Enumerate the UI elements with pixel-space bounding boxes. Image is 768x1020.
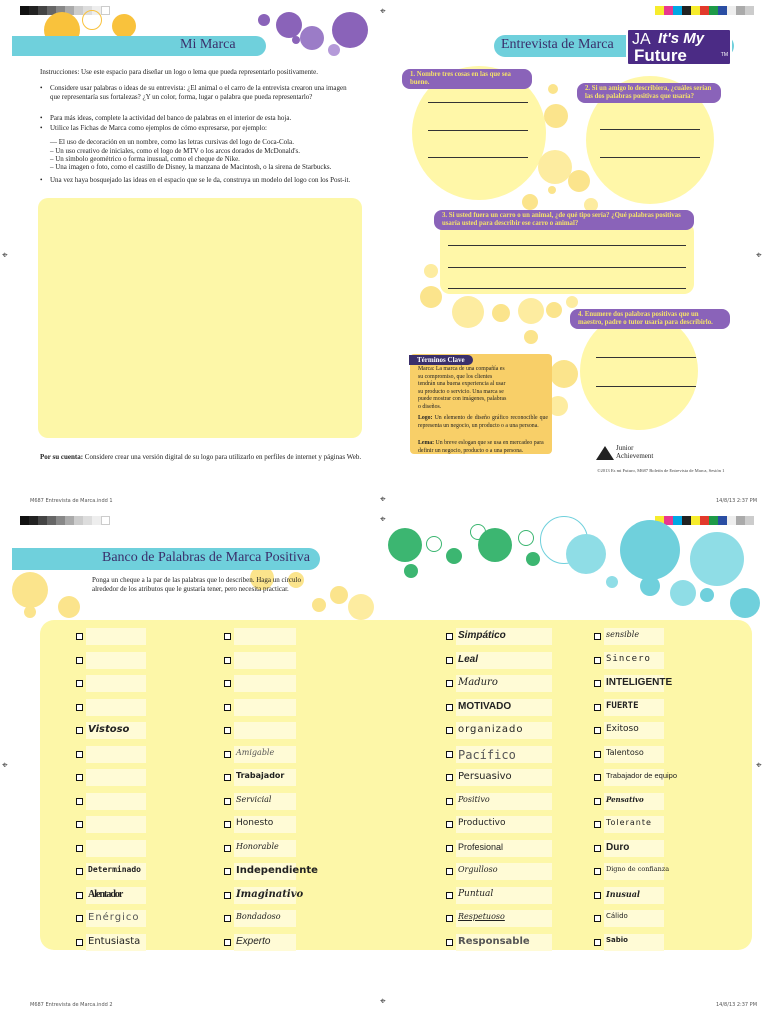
ja-logo-ja: JA — [632, 31, 651, 48]
answer-line — [600, 157, 700, 158]
word-label: Talentoso — [606, 747, 644, 757]
word-label: Cálido — [606, 912, 628, 920]
decor-bubble — [452, 296, 484, 328]
word-label: Trabajador de equipo — [606, 771, 678, 780]
crosshair-icon: ⌖ — [380, 996, 386, 1007]
question-4: 4. Enumere dos palabras positivas que un maestro, padre o tutor usaría para describirlo. — [570, 309, 730, 329]
word-checkbox[interactable] — [76, 915, 83, 922]
word-checkbox[interactable] — [224, 939, 231, 946]
ja-logo-tm: TM — [720, 52, 728, 58]
answer-box-3[interactable] — [440, 222, 694, 294]
own-note — [40, 453, 380, 462]
word-label: Productivo — [458, 818, 506, 828]
word-checkbox[interactable] — [76, 680, 83, 687]
decor-circle — [276, 12, 302, 38]
word-checkbox[interactable] — [446, 704, 453, 711]
word-checkbox[interactable] — [76, 798, 83, 805]
word-checkbox[interactable] — [446, 774, 453, 781]
word-checkbox[interactable] — [224, 680, 231, 687]
decor-circle — [300, 26, 324, 50]
instructions-text: Instrucciones: Use este espacio para diseñar un logo o lema que pueda representarlo positivamente. — [40, 68, 318, 76]
word-checkbox[interactable] — [224, 704, 231, 711]
word-fill — [86, 769, 146, 786]
word-checkbox[interactable] — [446, 727, 453, 734]
word-checkbox[interactable] — [446, 657, 453, 664]
word-label: Experto — [236, 935, 271, 947]
decor-bubble — [424, 264, 438, 278]
word-bank-grid — [0, 510, 768, 1020]
ja-brand-junior: Junior — [616, 444, 634, 452]
word-label: Pacífico — [458, 747, 516, 762]
key-terms-title: Términos Clave — [409, 355, 473, 365]
word-checkbox[interactable] — [76, 892, 83, 899]
word-checkbox[interactable] — [446, 868, 453, 875]
word-checkbox[interactable] — [224, 915, 231, 922]
word-fill — [86, 793, 146, 810]
footer-left: M687 Entrevista de Marca.indd 1 — [30, 498, 113, 504]
crosshair-icon: ⌖ — [380, 6, 386, 17]
word-label: Entusiasta — [88, 935, 141, 947]
word-fill — [86, 746, 146, 763]
word-checkbox[interactable] — [76, 633, 83, 640]
word-checkbox[interactable] — [224, 892, 231, 899]
crosshair-icon: ⌖ — [2, 250, 8, 261]
word-label: Amigable — [236, 747, 275, 757]
decor-circle — [258, 14, 270, 26]
crosshair-icon: ⌖ — [380, 494, 386, 505]
word-checkbox[interactable] — [446, 915, 453, 922]
word-fill — [234, 675, 296, 692]
word-label: Vistoso — [88, 724, 130, 735]
crosshair-icon: ⌖ — [756, 250, 762, 261]
page-title: Mi Marca — [180, 37, 236, 52]
word-checkbox[interactable] — [594, 821, 601, 828]
word-label: Positivo — [458, 794, 490, 804]
answer-line — [596, 386, 696, 387]
word-fill — [86, 628, 146, 645]
footer-right: 14/8/13 2:37 PM — [716, 1002, 758, 1008]
answer-line — [428, 157, 528, 158]
word-label: Leal — [458, 653, 479, 665]
word-label: Enérgico — [88, 912, 140, 923]
ja-logo-line2: Future — [634, 46, 687, 65]
key-terms-lema — [418, 440, 552, 455]
ja-brand-achievement: Achievement — [616, 452, 654, 460]
word-checkbox[interactable] — [594, 774, 601, 781]
decor-bubble — [566, 296, 578, 308]
bullet-item: • Utilice las Fichas de Marca como ejemplos de cómo expresarse, por ejemplo: — [50, 124, 350, 133]
word-checkbox[interactable] — [76, 821, 83, 828]
word-fill — [86, 840, 146, 857]
page-2 — [0, 510, 768, 1020]
answer-line — [448, 288, 686, 289]
word-label: Determinado — [88, 865, 141, 874]
logo-term-text: Un elemento de diseño gráfico reconocible que representa un negocio, un producto o a una persona. — [418, 415, 548, 429]
decor-bubble — [550, 360, 578, 388]
word-checkbox[interactable] — [446, 821, 453, 828]
word-label: Responsable — [458, 935, 530, 947]
word-label: Pensativo — [606, 794, 644, 804]
word-label: FUERTE — [606, 700, 639, 711]
own-note-label: Por su cuenta: — [40, 453, 84, 461]
decor-bubble — [524, 330, 538, 344]
word-label: Respetuoso — [458, 912, 505, 921]
word-label: Honesto — [236, 818, 274, 828]
word-label: Honorable — [236, 841, 279, 851]
answer-line — [596, 357, 696, 358]
answer-line — [428, 130, 528, 131]
crosshair-icon: ⌖ — [2, 760, 8, 771]
word-label: Maduro — [458, 677, 498, 688]
word-fill — [86, 675, 146, 692]
word-checkbox[interactable] — [76, 868, 83, 875]
decor-circle — [112, 14, 136, 38]
word-label: Trabajador — [236, 771, 285, 780]
word-label: Puntual — [458, 888, 494, 899]
interview-title: Entrevista de Marca — [501, 37, 614, 52]
footer-right: 14/8/13 2:37 PM — [716, 498, 758, 504]
word-checkbox[interactable] — [594, 680, 601, 687]
question-1: 1. Nombre tres cosas en las que sea bueno. — [402, 69, 532, 89]
ja-pyramid-icon — [596, 446, 614, 460]
word-label: Alentador — [88, 888, 123, 900]
word-label: Simpático — [458, 630, 506, 641]
word-label: Tolerante — [606, 818, 652, 827]
answer-line — [600, 129, 700, 130]
word-checkbox[interactable] — [224, 868, 231, 875]
word-label: INTELIGENTE — [606, 677, 673, 688]
word-fill — [234, 722, 296, 739]
word-label: Servicial — [236, 794, 272, 804]
decor-bubble — [568, 170, 590, 192]
word-label: Persuasivo — [458, 771, 512, 782]
word-checkbox[interactable] — [446, 633, 453, 640]
logo-term-label: Logo: — [418, 415, 433, 421]
word-checkbox[interactable] — [594, 892, 601, 899]
word-checkbox[interactable] — [446, 892, 453, 899]
word-checkbox[interactable] — [446, 751, 453, 758]
bullet-item: • Considere usar palabras o ideas de su entrevista: ¿El animal o el carro de la entrevista crearon una imagen que representaría sus fortalezas? ¿Y un color, forma, lugar o palabra que pueda representarlo? — [50, 84, 350, 102]
decor-bubble — [538, 150, 572, 184]
word-checkbox[interactable] — [224, 798, 231, 805]
word-checkbox[interactable] — [594, 751, 601, 758]
word-checkbox[interactable] — [76, 657, 83, 664]
decor-bubble — [544, 104, 568, 128]
copyright: ©2013 Es mi Futuro, M687 Boletín de Entrevista de Marca, Sesión 1 — [597, 468, 725, 473]
decor-bubble — [522, 194, 538, 210]
logo-drawing-area[interactable] — [38, 198, 362, 438]
decor-bubble — [548, 186, 556, 194]
word-fill — [234, 699, 296, 716]
word-checkbox[interactable] — [594, 845, 601, 852]
word-checkbox[interactable] — [446, 680, 453, 687]
example-item: – Un uso creativo de iniciales, como el logo de MTV o los arcos dorados de McDonald's. — [50, 147, 300, 155]
word-checkbox[interactable] — [594, 727, 601, 734]
word-checkbox[interactable] — [594, 633, 601, 640]
word-checkbox[interactable] — [76, 751, 83, 758]
decor-bubble — [518, 298, 544, 324]
word-checkbox[interactable] — [224, 727, 231, 734]
word-checkbox[interactable] — [224, 774, 231, 781]
decor-bubble — [492, 304, 510, 322]
word-checkbox[interactable] — [224, 845, 231, 852]
answer-line — [428, 102, 528, 103]
question-3: 3. Si usted fuera un carro o un animal, ¿de qué tipo sería? ¿Qué palabras positivas usaría usted para describir ese carro o animal? — [434, 210, 694, 230]
decor-circle — [332, 12, 368, 48]
word-checkbox[interactable] — [76, 727, 83, 734]
word-checkbox[interactable] — [446, 845, 453, 852]
word-checkbox[interactable] — [224, 633, 231, 640]
word-checkbox[interactable] — [76, 774, 83, 781]
key-terms-logo — [418, 415, 548, 430]
own-note-text: Considere crear una versión digital de su logo para utilizarlo en perfiles de internet y páginas Web. — [83, 453, 362, 461]
answer-line — [448, 245, 686, 246]
decor-circle — [328, 44, 340, 56]
word-fill — [86, 816, 146, 833]
key-terms-marca: Marca: La marca de una compañía es su compromiso, que los clientes tendrán una buena experiencia al usar su producto o servicio. Una marca se puede mostrar con imágenes, palabras o diseños. — [418, 366, 507, 410]
word-checkbox[interactable] — [76, 939, 83, 946]
word-label: Imaginativo — [236, 888, 304, 900]
word-fill — [86, 699, 146, 716]
word-checkbox[interactable] — [594, 657, 601, 664]
page-1 — [0, 0, 768, 505]
word-label: Sabio — [606, 935, 628, 944]
word-fill — [86, 652, 146, 669]
registration-bar-color — [655, 6, 754, 15]
word-label: Independiente — [236, 865, 318, 876]
lema-term-label: Lema: — [418, 440, 435, 446]
bullet-item: • Para más ideas, complete la actividad del banco de palabras en el interior de esta hoja. — [50, 114, 350, 123]
answer-circle-4[interactable] — [580, 312, 698, 430]
answer-line — [448, 267, 686, 268]
word-checkbox[interactable] — [76, 845, 83, 852]
word-fill — [234, 652, 296, 669]
word-label: Profesional — [458, 841, 504, 852]
word-checkbox[interactable] — [224, 657, 231, 664]
word-label: Inusual — [606, 888, 640, 899]
example-item: — El uso de decoración en un nombre, como las letras cursivas del logo de Coca-Cola. — [50, 138, 294, 146]
word-checkbox[interactable] — [594, 915, 601, 922]
decor-bubble — [546, 302, 562, 318]
word-label: Duro — [606, 841, 630, 853]
word-checkbox[interactable] — [446, 798, 453, 805]
bullet-item: • Una vez haya bosquejado las ideas en el espacio que se le da, construya un modelo del logo con los Post-it. — [50, 176, 360, 185]
word-checkbox[interactable] — [446, 939, 453, 946]
decor-bubble — [420, 286, 442, 308]
footer-left: M687 Entrevista de Marca.indd 2 — [30, 1002, 113, 1008]
crosshair-icon: ⌖ — [380, 514, 386, 525]
word-checkbox[interactable] — [594, 939, 601, 946]
word-checkbox[interactable] — [594, 798, 601, 805]
decor-bubble — [548, 84, 558, 94]
ja-logo-line1: It's My — [658, 30, 705, 47]
question-2: 2. Si un amigo lo describiera, ¿cuáles serían las dos palabras positivas que usaría? — [577, 83, 721, 103]
word-label: Sincero — [606, 653, 651, 664]
word-label: Bondadoso — [236, 912, 281, 921]
decor-circle — [82, 10, 102, 30]
word-checkbox[interactable] — [76, 704, 83, 711]
word-label: sensible — [606, 630, 640, 639]
word-label: Orgulloso — [458, 865, 498, 874]
crosshair-icon: ⌖ — [756, 760, 762, 771]
word-checkbox[interactable] — [224, 821, 231, 828]
ja-logo — [626, 28, 732, 66]
word-label: Exitoso — [606, 724, 639, 734]
word-bank-instructions: Ponga un cheque a la par de las palabras que lo describen. Haga un círculo alrededor de los atributos que le gustaría tener, pero necesita practicar. — [92, 576, 301, 594]
word-checkbox[interactable] — [594, 704, 601, 711]
word-label: MOTIVADO — [458, 700, 512, 712]
word-label: organizado — [458, 724, 524, 735]
word-fill — [234, 628, 296, 645]
word-label: Digno de confianza — [606, 865, 670, 873]
word-checkbox[interactable] — [594, 868, 601, 875]
example-item: – Una imagen o foto, como el castillo de Disney, la manzana de Macintosh, o la sirena de Starbucks. — [50, 163, 332, 171]
example-item: – Un símbolo geométrico o forma inusual, como el cheque de Nike. — [50, 155, 240, 163]
decor-circle — [292, 36, 300, 44]
word-bank-title: Banco de Palabras de Marca Positiva — [102, 550, 310, 565]
word-checkbox[interactable] — [224, 751, 231, 758]
lema-term-text: Un breve eslogan que se usa en mercadeo para definir un negocio, producto o a una persona. — [418, 440, 544, 454]
